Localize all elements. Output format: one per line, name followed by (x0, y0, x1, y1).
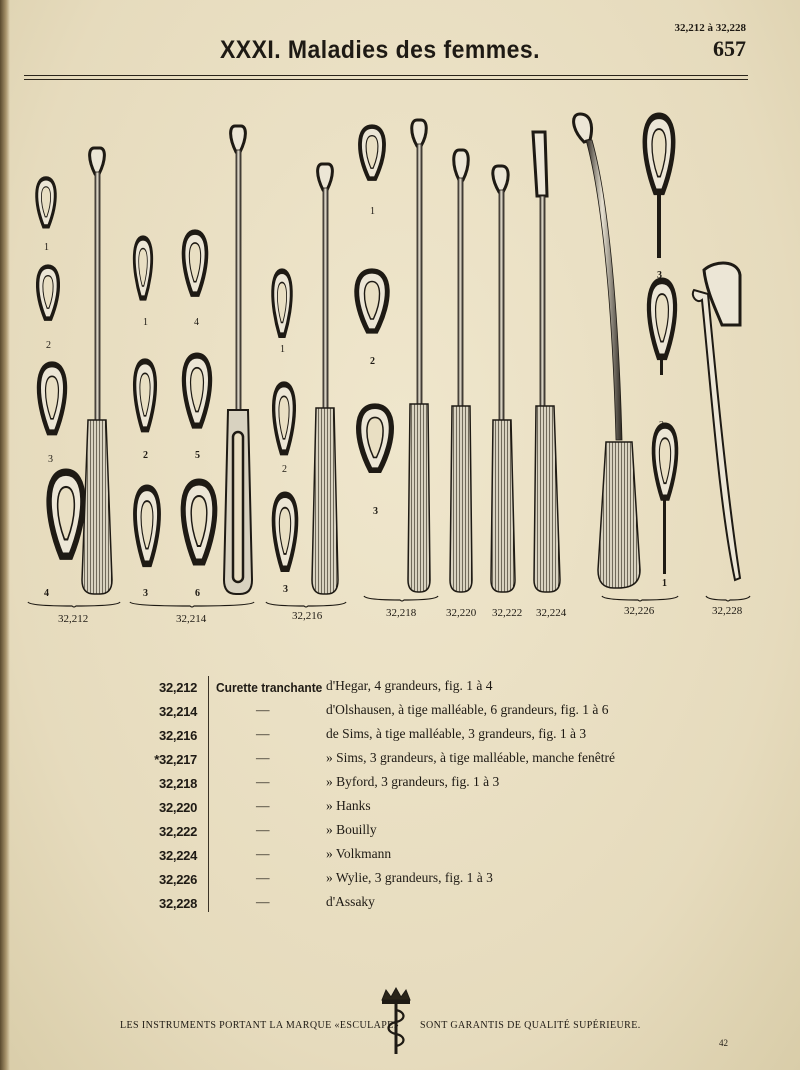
fig-number: 2 (370, 356, 375, 367)
table-row (140, 772, 700, 796)
ditto-mark: — (256, 822, 270, 837)
hegar-curette-handle (82, 148, 112, 594)
catalog-ref: 32,212 (159, 680, 197, 695)
table-row (140, 748, 700, 772)
instrument-description: d'Assaky (326, 894, 375, 909)
table-row (140, 892, 700, 916)
fig-number: 3 (143, 588, 148, 599)
catalog-ref: 32,218 (159, 776, 197, 791)
instrument-illustration-plate (0, 110, 800, 630)
instrument-description: » Wylie, 3 grandeurs, fig. 1 à 3 (326, 870, 493, 885)
ditto-mark: — (256, 726, 270, 741)
table-row (140, 868, 700, 892)
catalog-ref: 32,224 (159, 848, 197, 863)
assaky-curette (693, 263, 740, 580)
fig-number: 3 (373, 506, 378, 517)
instrument-description: » Byford, 3 grandeurs, fig. 1 à 3 (326, 774, 500, 789)
fig-number: 3 (283, 584, 288, 595)
fig-number: 4 (194, 317, 199, 328)
ditto-mark: — (256, 870, 270, 885)
hanks-curette (450, 150, 472, 592)
title-rule-thin (24, 79, 748, 80)
catalog-ref: 32,220 (159, 800, 197, 815)
fig-number: 2 (143, 450, 148, 461)
bouilly-curette (491, 166, 515, 592)
group-label: 32,218 (386, 607, 417, 619)
group-label: 32,220 (446, 607, 477, 619)
table-row (140, 676, 700, 700)
group-label: 32,216 (292, 610, 323, 622)
catalog-table (140, 676, 700, 916)
table-row (140, 820, 700, 844)
sims-curette-heads (273, 271, 297, 569)
ditto-mark: — (256, 750, 270, 765)
instrument-description: » Bouilly (326, 822, 377, 837)
fig-number: 2 (659, 420, 664, 431)
table-row (140, 844, 700, 868)
fig-number: 1 (280, 344, 285, 355)
table-row (140, 724, 700, 748)
catalog-ref: 32,214 (159, 704, 197, 719)
wylie-curette-heads (645, 116, 677, 574)
ditto-mark: — (256, 798, 270, 813)
group-label: 32,222 (492, 607, 523, 619)
page-title: XXXI. Maladies des femmes. (219, 36, 541, 64)
instrument-description: de Sims, à tige malléable, 3 grandeurs, fig. 1 à 3 (326, 726, 587, 741)
table-row (140, 796, 700, 820)
fig-number: 1 (44, 242, 49, 253)
volkmann-curette (533, 132, 560, 592)
instrument-description: d'Olshausen, à tige malléable, 6 grandeurs, fig. 1 à 6 (326, 702, 609, 717)
fig-number: 6 (195, 588, 200, 599)
catalog-ref: 32,216 (159, 728, 197, 743)
ditto-mark: — (256, 774, 270, 789)
hegar-curette-heads (37, 178, 83, 556)
wylie-curette-handle (574, 114, 640, 588)
instrument-description: » Sims, 3 grandeurs, à tige malléable, manche fenêtré (326, 750, 616, 765)
footer-right-text: SONT GARANTIS DE QUALITÉ SUPÉRIEURE. (420, 1020, 641, 1031)
reference-range: 32,212 à 32,228 (674, 22, 746, 34)
catalog-ref: 32,228 (159, 896, 197, 911)
fig-number: 1 (143, 317, 148, 328)
table-row (140, 700, 700, 724)
fig-number: 2 (46, 340, 51, 351)
fig-number: 3 (657, 270, 662, 281)
group-labels (58, 605, 743, 625)
footer-left-text: LES INSTRUMENTS PORTANT LA MARQUE «ESCULAPE» (120, 1020, 400, 1031)
fig-number: 5 (195, 450, 200, 461)
ditto-mark: — (256, 702, 270, 717)
group-label: 32,212 (58, 613, 89, 625)
ditto-mark: — (256, 894, 270, 909)
fig-number: 1 (370, 206, 375, 217)
instrument-description: » Hanks (326, 798, 371, 813)
group-label: 32,228 (712, 605, 743, 617)
group-label: 32,224 (536, 607, 567, 619)
instrument-description: » Volkmann (326, 846, 392, 861)
catalog-ref: *32,217 (154, 752, 197, 767)
sheet-number: 42 (719, 1038, 728, 1048)
sims-curette-handle (312, 164, 338, 594)
catalog-ref: 32,226 (159, 872, 197, 887)
instrument-name: Curette tranchante (216, 680, 323, 695)
fig-number: 2 (282, 464, 287, 475)
byford-curette-handle (408, 120, 430, 592)
fig-number: 1 (662, 578, 667, 589)
group-label: 32,226 (624, 605, 655, 617)
instrument-description: d'Hegar, 4 grandeurs, fig. 1 à 4 (326, 678, 493, 693)
page-number: 657 (713, 36, 746, 61)
olshausen-curette-heads (134, 232, 215, 564)
fig-number: 3 (48, 454, 53, 465)
olshausen-curette-handle (224, 126, 252, 594)
fig-number: 4 (44, 588, 49, 599)
ditto-mark: — (256, 846, 270, 861)
title-rule (24, 75, 748, 76)
group-label: 32,214 (176, 613, 207, 625)
byford-curette-heads (357, 127, 392, 471)
catalog-ref: 32,222 (159, 824, 197, 839)
